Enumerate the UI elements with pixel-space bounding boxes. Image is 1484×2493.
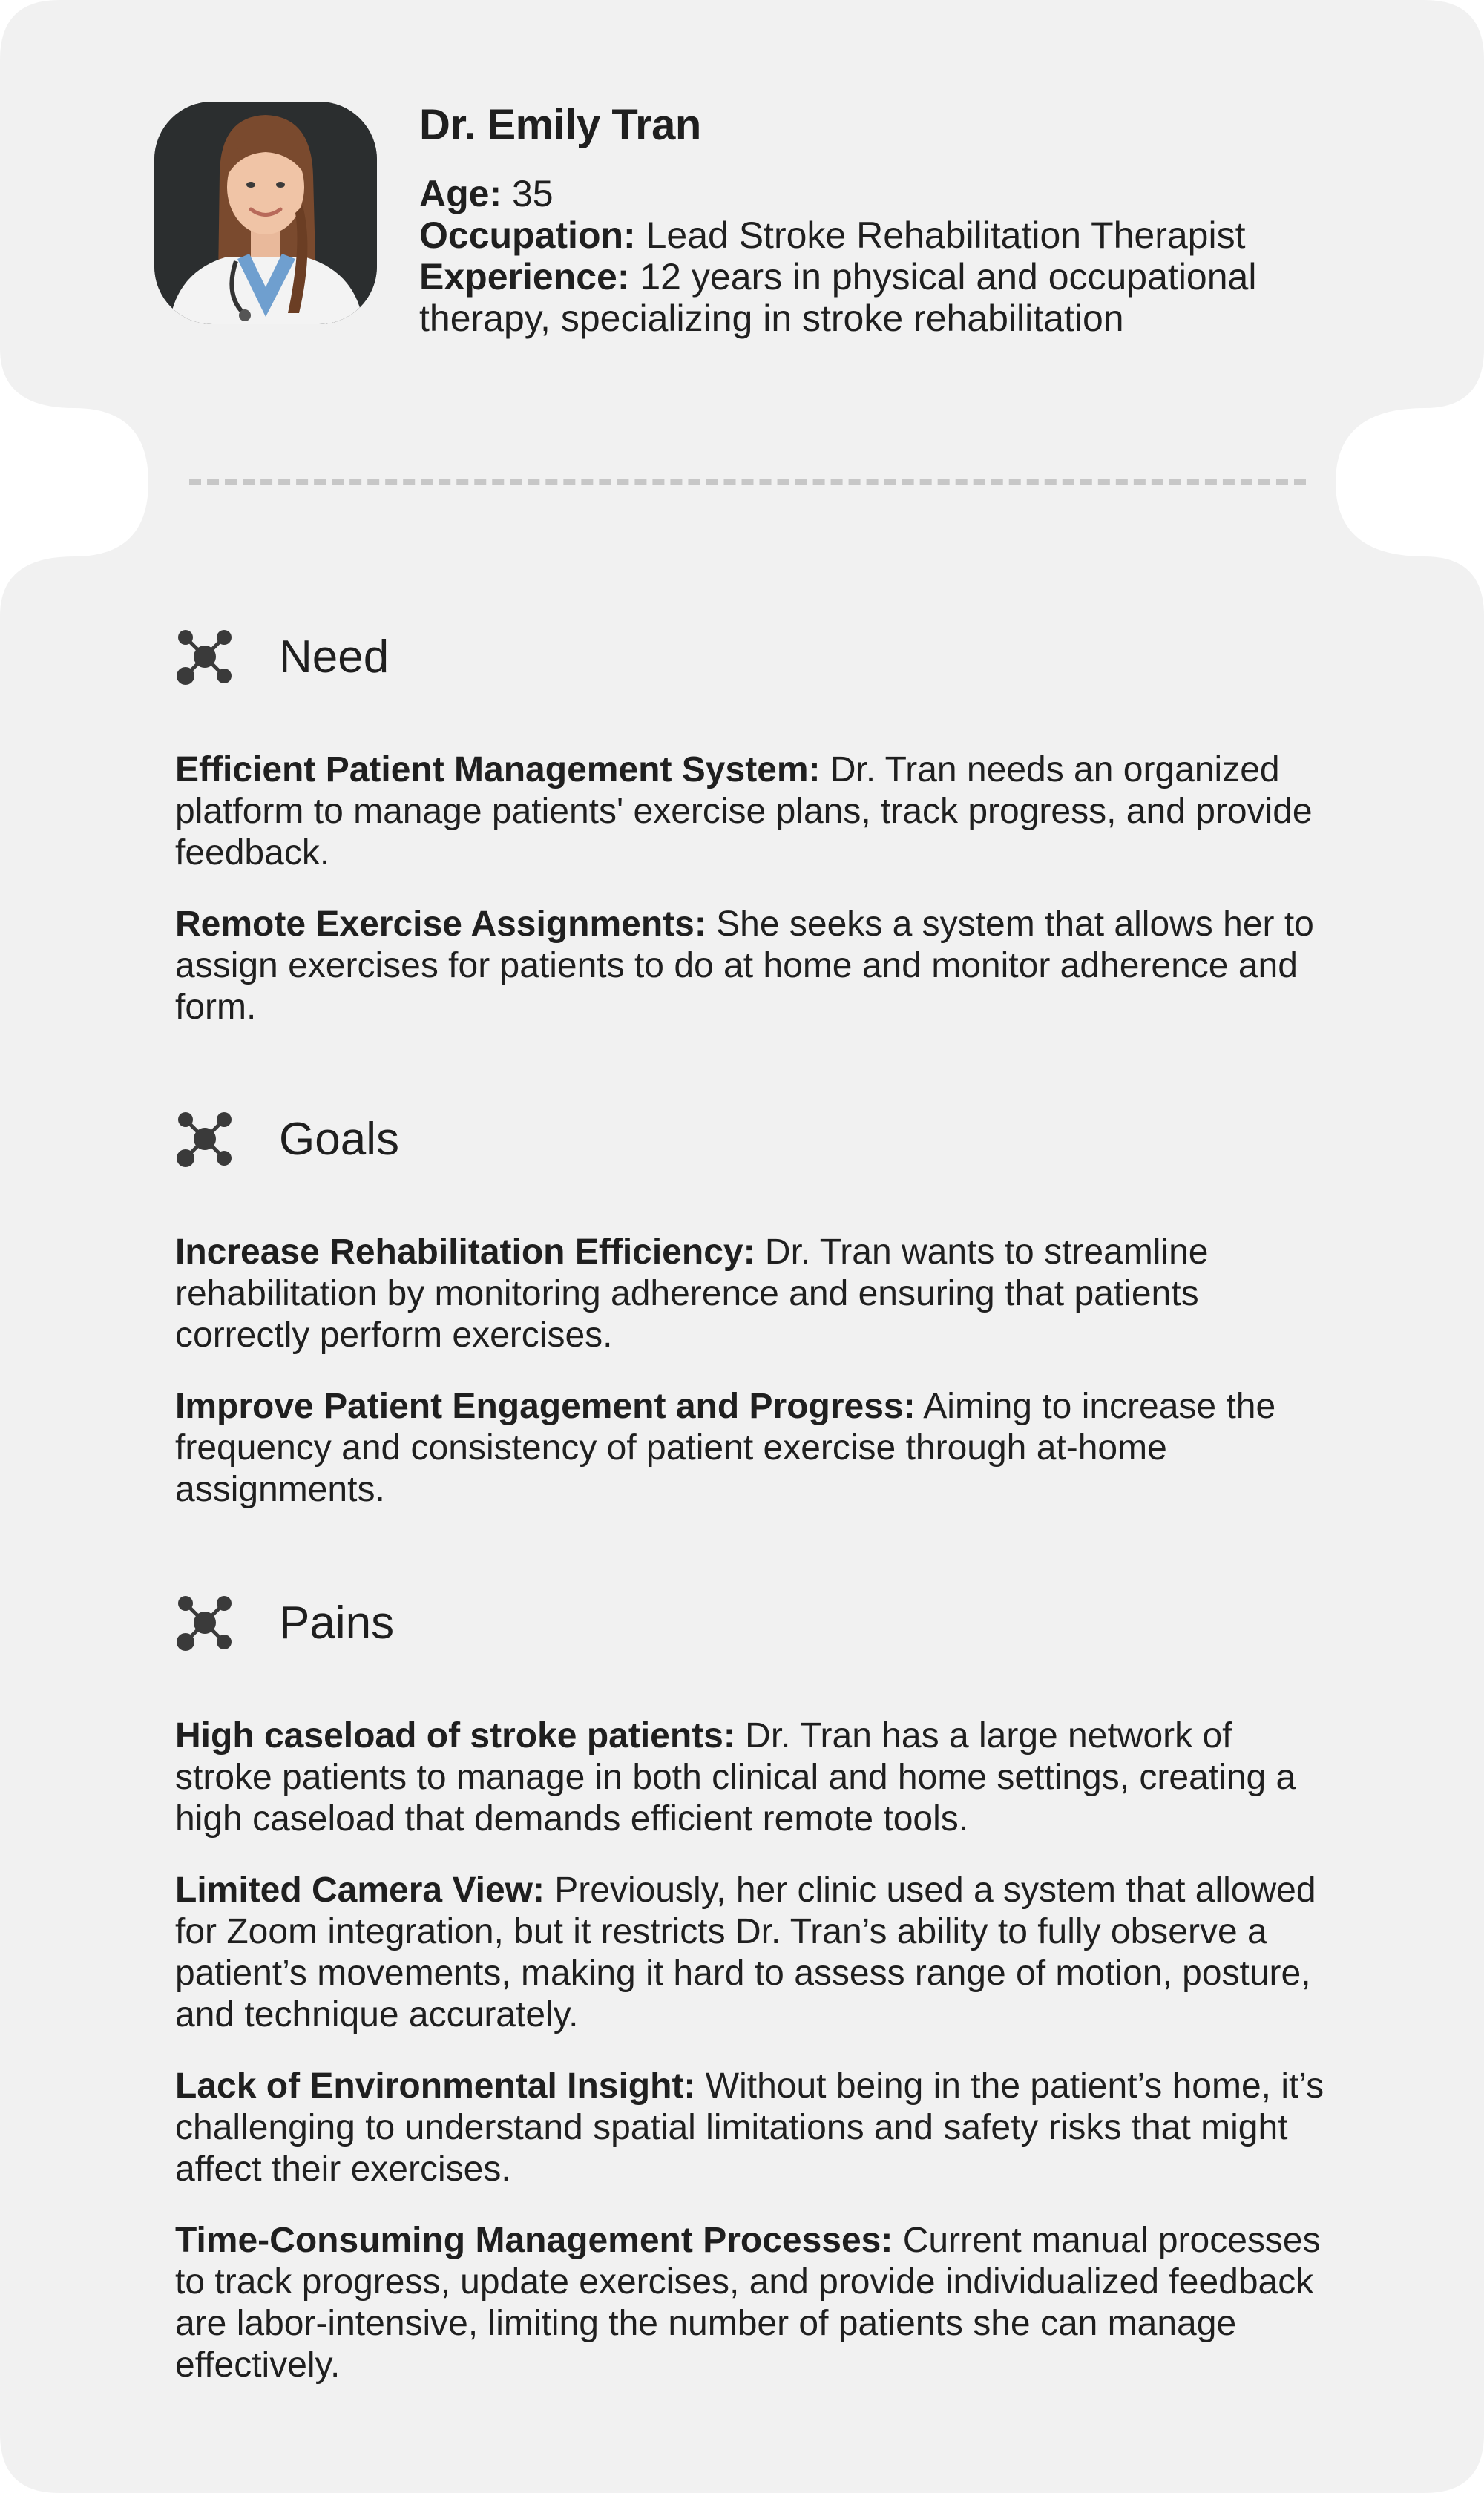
section-pains [175,1589,1333,2416]
pains-item-label: Lack of Environmental Insight: [175,2066,696,2106]
dashed-divider [189,479,1306,485]
experience-line [419,256,1310,339]
need-item [175,749,1333,874]
profile-info [419,102,1310,339]
goals-item-text: Dr. Tran wants to streamline rehabilitation by monitoring adherence and ensuring that patients correctly perform exercises. [175,1232,1209,1355]
goals-item [175,1386,1333,1511]
pains-item-text: Dr. Tran has a large network of stroke patients to manage in both clinical and home settings, creating a high caseload that demands efficient remote tools. [175,1716,1296,1839]
network-icon [175,627,234,686]
age-line [419,173,1310,214]
section-goals [175,1106,1333,1540]
pains-item [175,2066,1333,2190]
occupation-line [419,214,1310,256]
need-list [175,749,1333,1028]
network-icon [175,1593,234,1652]
pains-item-label: High caseload of stroke patients: [175,1716,735,1755]
section-pains-header [175,1589,1333,1656]
pains-item-label: Time-Consuming Management Processes: [175,2221,893,2260]
section-need [175,623,1333,1058]
goals-item [175,1232,1333,1356]
goals-item-label: Increase Rehabilitation Efficiency: [175,1232,755,1272]
need-item-text: She seeks a system that allows her to assign exercises for patients to do at home and monitor adherence and form. [175,904,1314,1027]
goals-item-text: Aiming to increase the frequency and consistency of patient exercise through at-home assignments. [175,1387,1276,1509]
age-value: 35 [502,173,554,214]
pains-item [175,1715,1333,1840]
experience-value: 12 years in physical and occupational therapy, specializing in stroke rehabilitation [419,256,1257,339]
occupation-label: Occupation: [419,214,636,256]
section-need-header [175,623,1333,690]
goals-list [175,1232,1333,1511]
doctor-portrait-image [154,102,377,324]
need-item-label: Remote Exercise Assignments: [175,904,706,944]
pains-item-text: Previously, her clinic used a system that allowed for Zoom integration, but it restricts Dr. Tran’s ability to fully observe a patient’s movements, making it hard to assess range of motion, posture, and technique accurately. [175,1870,1316,2034]
persona-name: Dr. Emily Tran [419,101,701,149]
pains-item [175,1870,1333,2036]
pains-item-label: Limited Camera View: [175,1870,545,1910]
pains-list [175,1715,1333,2386]
need-item [175,904,1333,1028]
age-label: Age: [419,173,502,214]
avatar [154,102,377,324]
section-goals-header [175,1106,1333,1172]
experience-label: Experience: [419,256,630,298]
network-icon [175,1109,234,1169]
goals-item-label: Improve Patient Engagement and Progress: [175,1387,916,1426]
pains-item [175,2220,1333,2386]
section-goals-title: Goals [279,1113,399,1165]
pains-item-text: Current manual processes to track progress, update exercises, and provide individualized feedback are labor-intensive, limiting the number of patients she can manage effectively. [175,2221,1321,2385]
occupation-value: Lead Stroke Rehabilitation Therapist [635,214,1246,256]
need-item-label: Efficient Patient Management System: [175,750,821,789]
section-pains-title: Pains [279,1597,395,1649]
section-need-title: Need [279,631,390,683]
need-item-text: Dr. Tran needs an organized platform to manage patients' exercise plans, track progress, and provide feedback. [175,750,1313,873]
pains-item-text: Without being in the patient’s home, it’s challenging to understand spatial limitations and safety risks that might affect their exercises. [175,2066,1324,2189]
profile-header [154,102,1310,339]
